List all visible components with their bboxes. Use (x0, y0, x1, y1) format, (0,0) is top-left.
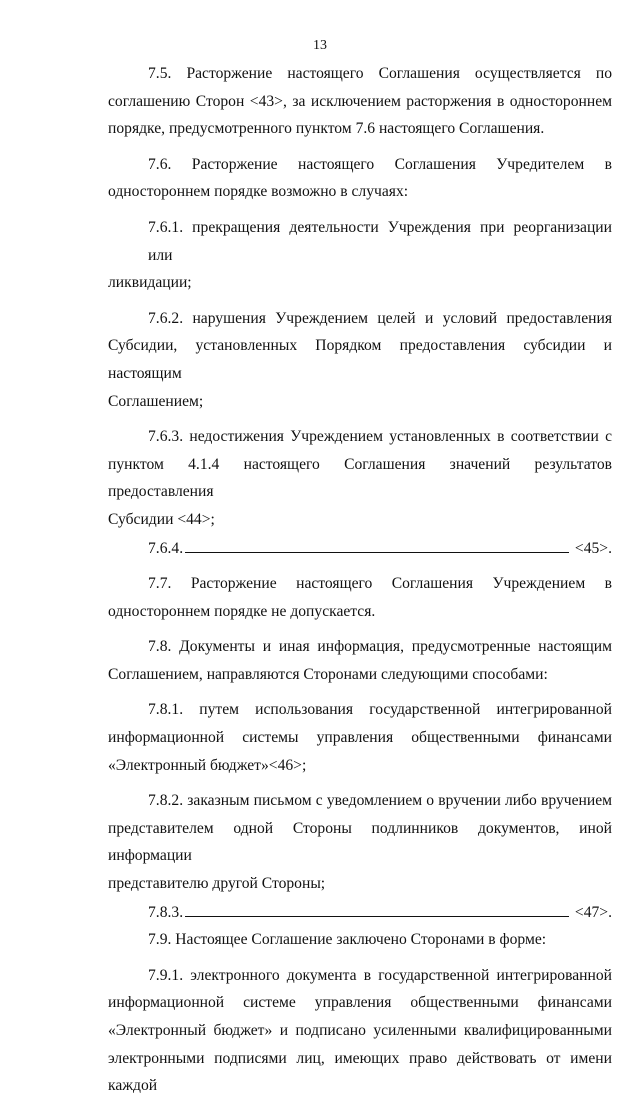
footnote-ref-45: <45>. (574, 539, 612, 557)
clause-7-8-2-line-2: представителем одной Стороны подлинников документов, иной информации (108, 819, 612, 865)
page-number: 13 (313, 38, 327, 53)
document-body (108, 60, 612, 1100)
clause-7-9-1-line-3: «Электронный бюджет» и подписано усиленными квалифицированными (108, 1022, 612, 1039)
clause-7-6-4 (108, 534, 612, 563)
clause-7-6-1-line-1: 7.6.1. прекращения деятельности Учреждения при реорганизации или (148, 218, 612, 264)
clause-7-9-1-line-1: 7.9.1. электронного документа в государственной интегрированной (148, 966, 612, 984)
clause-7-9-line-1: 7.9. Настоящее Соглашение заключено Сторонами в форме: (148, 931, 547, 949)
clause-7-8-3-number: 7.8.3. (148, 903, 184, 921)
clause-7-8-1-line-1: 7.8.1. путем использования государственной интегрированной (148, 701, 612, 719)
clause-7-8-3 (108, 898, 612, 927)
clause-7-6-2-line-1: 7.6.2. нарушения Учреждением целей и условий предоставления (148, 309, 612, 327)
blank-line (185, 898, 569, 917)
clause-7-7-line-2: одностороннем порядке не допускается. (108, 602, 376, 620)
clause-7-8-line-2: Соглашением, направляются Сторонами следующими способами: (108, 665, 548, 683)
clause-7-6-4-number: 7.6.4. (148, 539, 184, 557)
clause-7-5-line-1: 7.5. Расторжение настоящего Соглашения осуществляется по (148, 65, 612, 82)
blank-line (185, 534, 569, 553)
clause-7-8-2-line-1: 7.8.2. заказным письмом с уведомлением о вручении либо вручением (148, 792, 612, 810)
clause-7-6-line-1: 7.6. Расторжение настоящего Соглашения Учредителем в (148, 155, 612, 173)
footnote-ref-47: <47>. (574, 903, 612, 921)
clause-7-8-1-line-2: информационной системы управления общественными финансами (108, 729, 612, 747)
clause-7-9-1-line-4: электронными подписями лиц, имеющих право действовать от имени каждой (108, 1049, 612, 1095)
clause-7-8-2-line-3: представителю другой Стороны; (108, 875, 326, 893)
clause-7-6-2-line-2: Субсидии, установленных Порядком предоставления субсидии и настоящим (108, 337, 612, 382)
clause-7-8-line-1: 7.8. Документы и иная информация, предусмотренные настоящим (148, 638, 612, 656)
clause-7-6-1-line-2: ликвидации; (108, 274, 192, 292)
clause-7-6-3-line-1: 7.6.3. недостижения Учреждением установленных в соответствии с (148, 428, 612, 446)
clause-7-6-3-line-3: Субсидии <44>; (108, 510, 215, 528)
clause-7-9-1-line-2: информационной системе управления общественными финансами (108, 994, 612, 1012)
clause-7-6-3-line-2: пунктом 4.1.4 настоящего Соглашения значений результатов предоставления (108, 455, 612, 501)
clause-7-8-1-line-3: «Электронный бюджет»<46>; (108, 756, 307, 774)
clause-7-6-line-2: одностороннем порядке возможно в случаях: (108, 183, 409, 201)
clause-7-6-2-line-3: Соглашением; (108, 392, 204, 410)
clause-7-5-line-2: соглашению Сторон <43>, за исключением расторжения в одностороннем (108, 92, 612, 110)
clause-7-7-line-1: 7.7. Расторжение настоящего Соглашения Учреждением в (148, 575, 612, 593)
clause-7-5-line-3: порядке, предусмотренного пунктом 7.6 настоящего Соглашения. (108, 120, 545, 138)
